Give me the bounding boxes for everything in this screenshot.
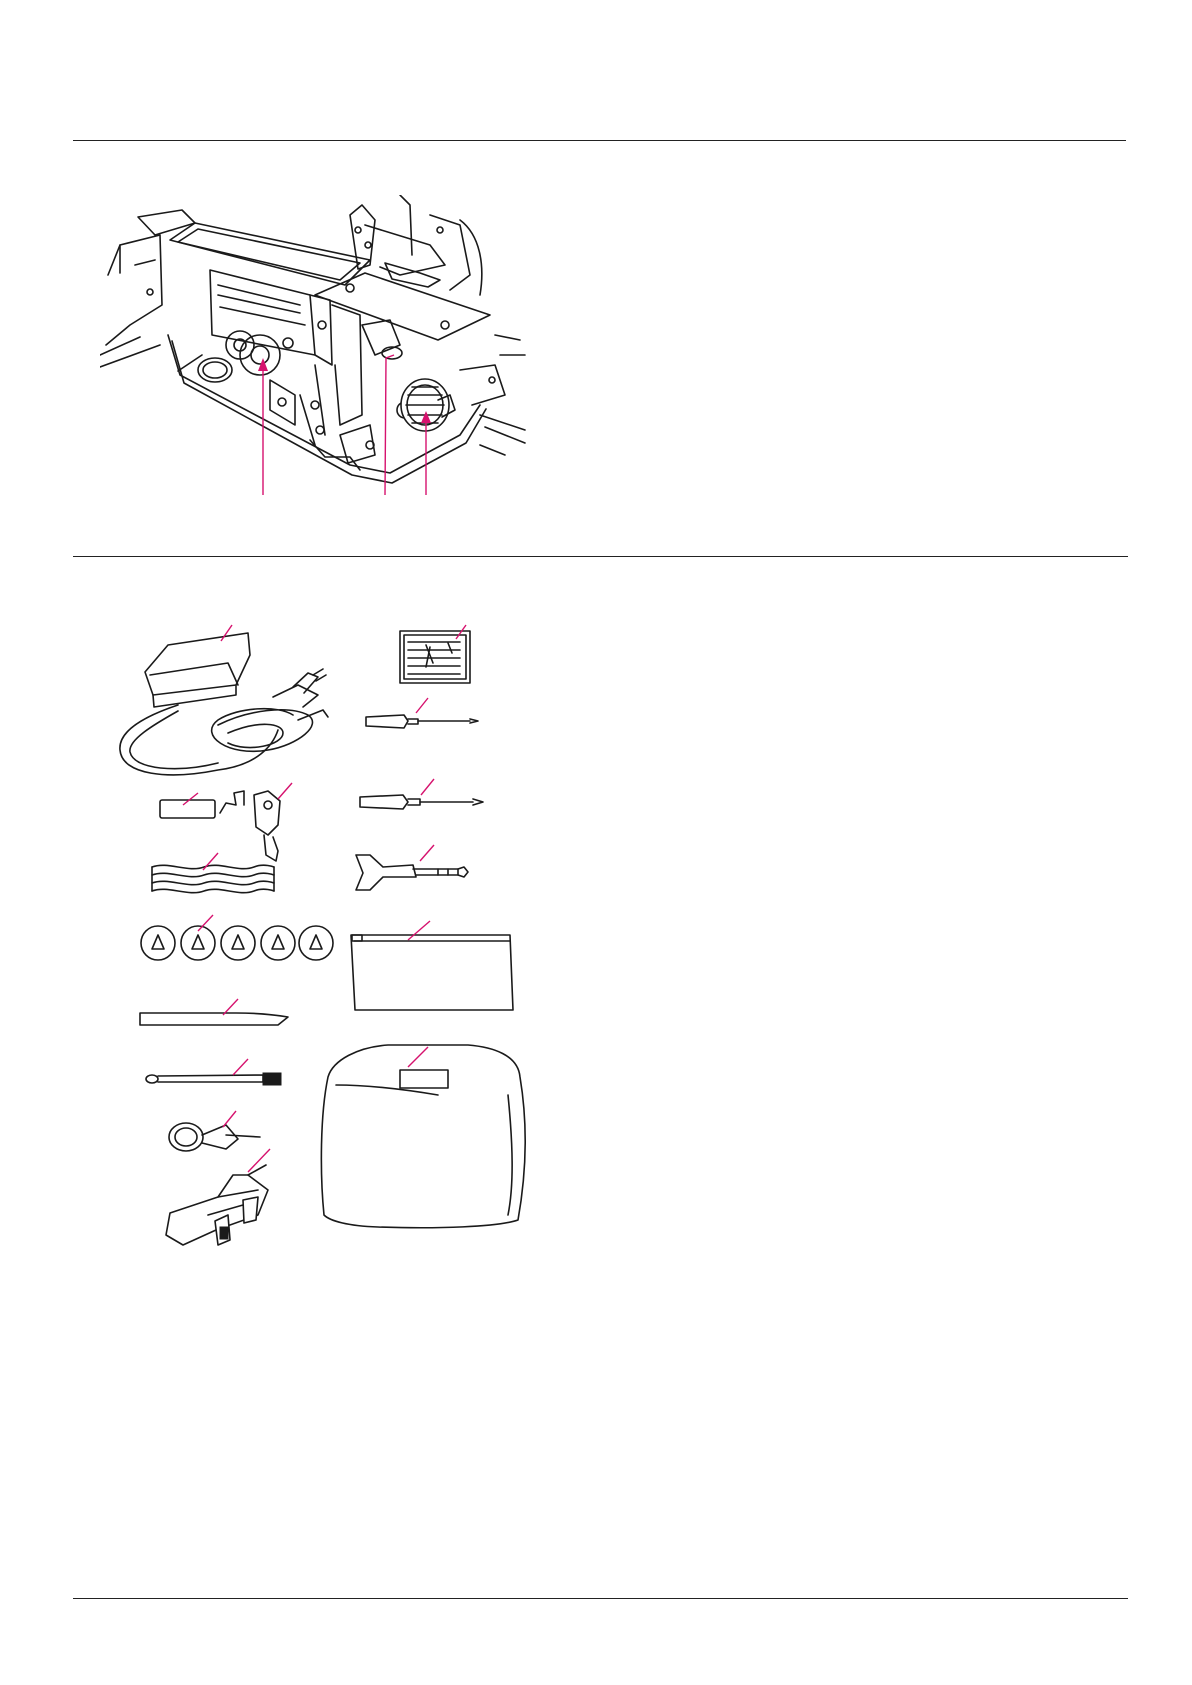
pad-icon (160, 800, 215, 818)
accessories-drawing (108, 615, 528, 1275)
presser-foot-icon (220, 791, 280, 861)
dust-cover-icon (321, 1045, 525, 1228)
spool-tool-icon (356, 855, 468, 890)
machine-interior-figure (100, 195, 530, 515)
small-screwdriver-icon (366, 715, 478, 728)
machine-interior-drawing (100, 195, 530, 515)
tweezers-icon (140, 1013, 288, 1025)
accessory-bag-icon (351, 935, 513, 1010)
looper-threader-icon (166, 1165, 268, 1245)
callout-leader-2 (385, 355, 394, 495)
needle-threader-icon (169, 1123, 260, 1151)
top-rule (73, 140, 1126, 141)
spool-nets-icon (152, 865, 274, 893)
large-screwdriver-icon (360, 795, 483, 809)
accessories-figure (108, 615, 528, 1275)
needle-packet-icon (400, 631, 470, 683)
section-rule (73, 556, 1128, 557)
footer-rule (73, 1598, 1128, 1599)
lint-brush-icon (146, 1073, 281, 1085)
spool-caps-icon (141, 926, 333, 960)
foot-control-icon (120, 633, 328, 775)
